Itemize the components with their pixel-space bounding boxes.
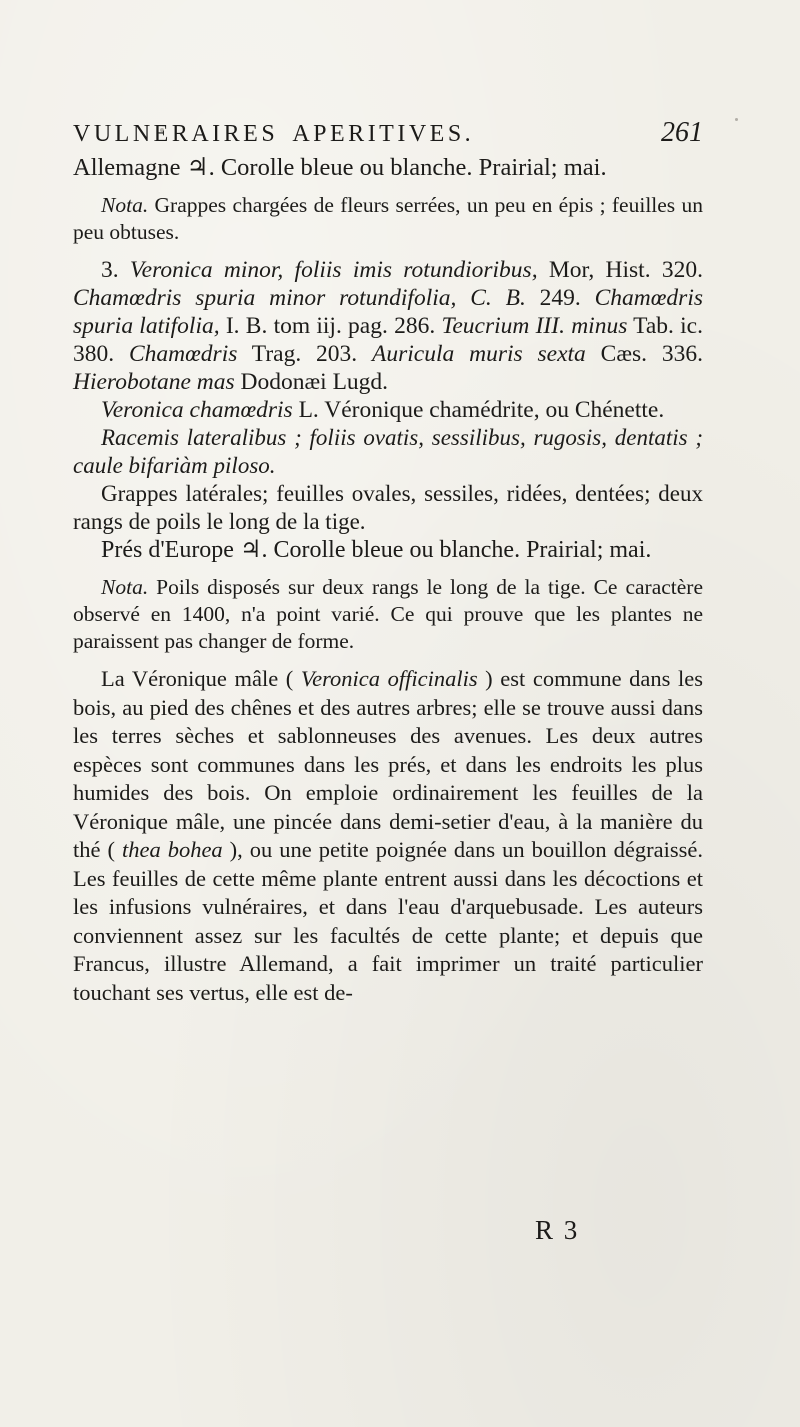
paragraph-veronique-male: La Véronique mâle ( Veronica officinalis ) est commune dans les bois, au pied des chênes et des autres arbres; elle se trouve aussi dans les terres sèches et sablonneuses des avenues. Les deux autres espèces sont communes dans les prés, et dans les endroits les plus humides des bois. On emploie ordinairement les feuilles de la Véronique mâle, une pincée dans demi-setier d'eau, à la manière du thé ( thea bohea ), ou une petite poignée dans un bouillon dégraissé. Les feuilles de cette même plante entrent aussi dans les décoctions et les infusions vulnéraires, et dans l'eau d'arquebusade. Les auteurs conviennent assez sur les facultés de cette plante; et depuis que Francus, illustre Allemand, a fait imprimer un traité particulier touchant ses vertus, elle est de- <box>73 666 703 1005</box>
paragraph-nota-poils: Nota. Poils disposés sur deux rangs le long de la tige. Ce caractère observé en 1400, n'a point varié. Ce qui prouve que les plantes ne paraissent pas changer de forme. <box>73 575 703 653</box>
ink-speck <box>735 118 738 121</box>
paragraph-latin-description: Racemis lateralibus ; foliis ovatis, sessilibus, rugosis, dentatis ; caule bifariàm piloso. <box>73 425 703 478</box>
page-number: 261 <box>661 117 703 148</box>
paragraph-habitat: Prés d'Europe ♃. Corolle bleue ou blanche. Prairial; mai. <box>101 537 652 563</box>
paragraph-french-description: Grappes latérales; feuilles ovales, sessiles, ridées, dentées; deux rangs de poils le long de la tige. <box>73 481 703 534</box>
running-head <box>73 118 703 150</box>
text-block <box>73 118 703 1007</box>
paragraph-flowering-note: Allemagne ♃. Corolle bleue ou blanche. Prairial; mai. <box>73 154 607 181</box>
paragraph-nota-grappes: Nota. Grappes chargées de fleurs serrées, un peu en épis ; feuilles un peu obtuses. <box>73 193 703 244</box>
paragraph-synonyms: 3. Veronica minor, foliis imis rotundioribus, Mor, Hist. 320. Chamœdris spuria minor rotundifolia, C. B. 249. Chamœdris spuria latifolia, I. B. tom iij. pag. 286. Teucrium III. minus Tab. ic. 380. Chamœdris Trag. 203. Auricula muris sexta Cæs. 336. Hierobotane mas Dodonæi Lugd. <box>73 257 703 395</box>
signature-mark: R 3 <box>535 1215 580 1245</box>
running-head-title: VULNERAIRES APERITIVES. <box>73 121 475 147</box>
paragraph-species-name: Veronica chamœdris L. Véronique chamédrite, ou Chénette. <box>101 397 665 423</box>
